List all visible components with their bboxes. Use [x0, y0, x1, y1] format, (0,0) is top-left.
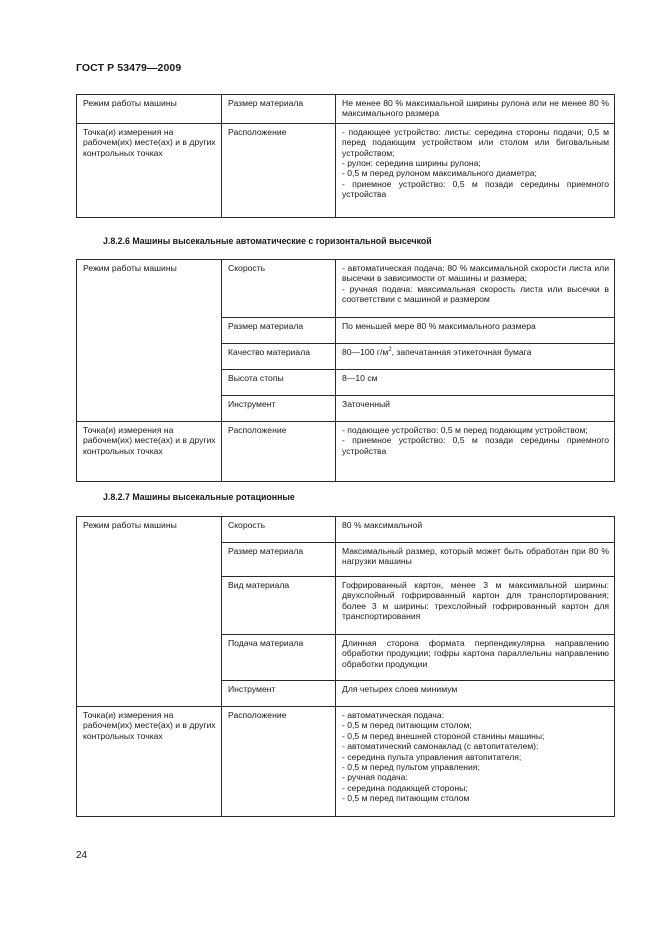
subparam-cell: Инструмент: [222, 396, 336, 422]
subparam-cell: Расположение: [222, 422, 336, 482]
value-cell: [336, 260, 615, 318]
subparam-cell: Качество материала: [222, 344, 336, 370]
spec-table-3: [76, 516, 615, 817]
subparam-cell: Размер материала: [222, 95, 336, 124]
value-cell: Для четырех слоев минимум: [336, 681, 615, 707]
table-row: [77, 123, 615, 217]
value-line: - подающее устройство: 0,5 м перед подающим устройством;: [342, 425, 588, 435]
value-cell: [336, 422, 615, 482]
value-cell: По меньшей мере 80 % максимального размера: [336, 318, 615, 344]
subparam-cell: Подача материала: [222, 635, 336, 681]
param-cell: Режим работы машины: [77, 260, 222, 422]
value-line: - автоматическая подача:: [342, 710, 445, 720]
value-cell: Максимальный размер, который может быть обработан при 80 % нагрузки машины: [336, 543, 615, 577]
value-line: - ручная подача:: [342, 772, 408, 783]
value-line: - подающее устройство: листы: середина стороны подачи; 0,5 м перед подающим устройством или столом или биговальным устройством;: [342, 126, 609, 158]
subparam-cell: Инструмент: [222, 681, 336, 707]
param-cell: Точка(и) измерения на рабочем(их) месте(ах) и в других контрольных точках: [77, 707, 222, 817]
section-title: J.8.2.7 Машины высекальные ротационные: [103, 492, 295, 502]
value-line: - 0,5 м перед питающим столом;: [342, 720, 472, 731]
page-number: 24: [76, 850, 88, 861]
subparam-cell: Размер материала: [222, 318, 336, 344]
subparam-cell: Скорость: [222, 517, 336, 543]
subparam-cell: Расположение: [222, 707, 336, 817]
value-cell: Гофрированный картон, менее 3 м максимальной ширины: двухслойный гофрированный картон для транспортирования; более 3 м ширины: трехслойный гофрированный картон для транспортирования: [336, 577, 615, 635]
value-line: - 0,5 м перед рулоном максимального диаметра;: [342, 168, 537, 179]
subparam-cell: Вид материала: [222, 577, 336, 635]
value-cell: Заточенный: [336, 396, 615, 422]
table-row: [77, 517, 615, 543]
document-header: ГОСТ Р 53479—2009: [76, 62, 182, 74]
value-line: - 0,5 м перед пультом управления;: [342, 762, 480, 773]
value-cell: Не менее 80 % максимальной ширины рулона или не менее 80 % максимального размера: [336, 95, 615, 124]
table-row: [77, 260, 615, 318]
subparam-cell: Высота стопы: [222, 370, 336, 396]
value-line: - рулон: середина ширины рулона;: [342, 158, 481, 169]
param-cell: Точка(и) измерения на рабочем(их) месте(ах) и в других контрольных точках: [77, 422, 222, 482]
param-cell: Режим работы машины: [77, 517, 222, 707]
value-line: - приемное устройство: 0,5 м позади середины приемного устройства: [342, 178, 609, 200]
value-text: , запечатанная этикеточная бумага: [391, 347, 532, 357]
subparam-cell: Скорость: [222, 260, 336, 318]
subparam-cell: Расположение: [222, 123, 336, 217]
section-title: J.8.2.6 Машины высекальные автоматические с горизонтальной высечкой: [103, 236, 432, 246]
value-cell: [336, 707, 615, 817]
value-cell: 80 % максимальной: [336, 517, 615, 543]
value-cell: [336, 123, 615, 217]
value-line: - приемное устройство: 0,5 м позади середины приемного устройства: [342, 435, 609, 456]
value-cell: 8—10 см: [336, 370, 615, 396]
table-row: [77, 422, 615, 482]
value-line: - 0,5 м перед внешней стороной станины машины;: [342, 730, 545, 741]
value-text: 80—100 г/м: [342, 347, 389, 357]
value-cell: [336, 344, 615, 370]
value-line: - автоматический самонаклад (с автопитателем):: [342, 741, 539, 752]
value-superscript: 2: [388, 347, 392, 354]
value-line: - автоматическая подача: 80 % максимальной скорости листа или высечки в зависимости от машины и размера;: [342, 263, 609, 284]
spec-table-2: [76, 259, 615, 482]
subparam-cell: Размер материала: [222, 543, 336, 577]
param-cell: Режим работы машины: [77, 95, 222, 124]
value-line: - ручная подача: максимальная скорость листа или высечки в соответствии с машиной и размером: [342, 283, 609, 305]
param-cell: Точка(и) измерения на рабочем(их) месте(ах) и в других контрольных точках: [77, 123, 222, 217]
value-cell: Длинная сторона формата перпендикулярна направлению обработки продукции; гофры картона параллельны направлению обработки продукции: [336, 635, 615, 681]
value-line: - середина подающей стороны;: [342, 782, 468, 793]
table-row: [77, 95, 615, 124]
value-line: - середина пульта управления автопитателя;: [342, 751, 522, 762]
spec-table-1: [76, 94, 615, 218]
table-row: [77, 707, 615, 817]
value-line: - 0,5 м перед питающим столом: [342, 793, 470, 804]
